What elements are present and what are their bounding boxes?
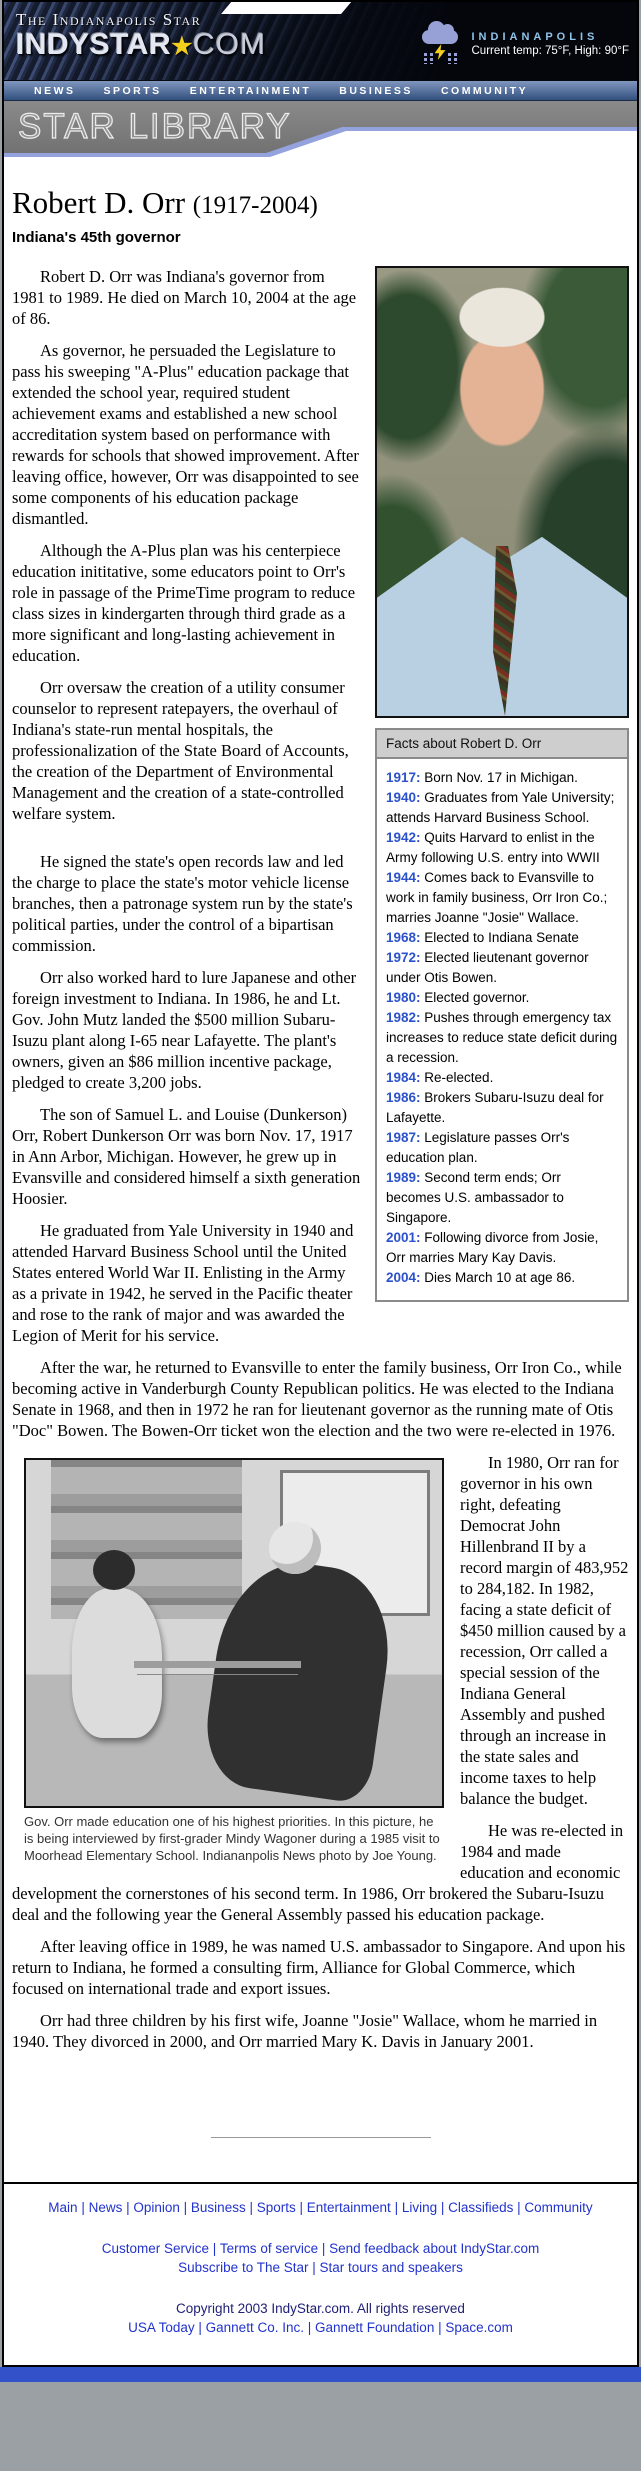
fact-year: 1986:: [386, 1090, 421, 1105]
link-separator: |: [194, 2320, 206, 2335]
photo-caption: Gov. Orr made education one of his highest priorities. In this picture, he is being interviewed by first-grader Mindy Wagoner during a 1985 visit to Moorhead Elementary School. Indiananpolis News photo by Joe Young.: [24, 1814, 440, 1863]
fact-row: 1987: Legislature passes Orr's education plan.: [386, 1130, 570, 1165]
weather-city: INDIANAPOLIS: [471, 31, 599, 43]
fact-year: 1968:: [386, 930, 421, 945]
fact-year: 1944:: [386, 870, 421, 885]
fact-row: 1980: Elected governor.: [386, 990, 530, 1005]
link-separator: |: [513, 2200, 525, 2215]
link-separator: |: [390, 2200, 402, 2215]
fact-year: 1989:: [386, 1170, 421, 1185]
photo-student-head: [93, 1550, 135, 1590]
bottom-blue-bar: [0, 2367, 641, 2382]
fact-row: 1984: Re-elected.: [386, 1070, 494, 1085]
star-library-banner: [4, 101, 637, 159]
classroom-photo: [24, 1458, 444, 1808]
footer-service-links-2: [10, 2260, 631, 2275]
article-title-name: Robert D. Orr: [12, 185, 186, 220]
fact-year: 2004:: [386, 1270, 421, 1285]
link-separator: |: [209, 2241, 220, 2256]
article-paragraph: Orr had three children by his first wife, Joanne "Josie" Wallace, whom he married in 1940. They divorced in 2000, and Orr married Mary K. Davis in January 2001.: [12, 2011, 598, 2051]
footer-link-gannett-co-inc-[interactable]: Gannett Co. Inc.: [205, 2320, 304, 2335]
link-separator: |: [245, 2200, 257, 2215]
fact-row: 1940: Graduates from Yale University; attends Harvard Business School.: [386, 790, 615, 825]
link-separator: |: [179, 2200, 191, 2215]
masthead-com-text: COM: [193, 28, 267, 61]
footer-service-links-1: [10, 2241, 631, 2256]
photo-table-shape: [134, 1661, 300, 1668]
footer-link-business[interactable]: Business: [190, 2200, 246, 2215]
nav-item-business[interactable]: BUSINESS: [339, 84, 413, 97]
footer-link-living[interactable]: Living: [401, 2200, 438, 2215]
fact-year: 1980:: [386, 990, 421, 1005]
article-title-years: (1917-2004): [192, 192, 318, 219]
thunderstorm-icon: [418, 24, 462, 64]
article-subtitle: Indiana's 45th governor: [12, 229, 181, 246]
page-title: [12, 185, 629, 221]
facts-box-title: Facts about Robert D. Orr: [377, 730, 627, 759]
fact-year: 1987:: [386, 1130, 421, 1145]
fact-year: 2001:: [386, 1230, 421, 1245]
footer-link-space-com[interactable]: Space.com: [445, 2320, 513, 2335]
fact-row: 1944: Comes back to Evansville to work in family business, Orr Iron Co.; marries Joanne "Josie" Wallace.: [386, 870, 608, 925]
footer-link-opinion[interactable]: Opinion: [133, 2200, 180, 2215]
facts-box-body: [377, 759, 627, 1300]
fact-row: 1968: Elected to Indiana Senate: [386, 930, 579, 945]
page-frame: [2, 0, 639, 2367]
classroom-photo-block: [24, 1458, 444, 1864]
link-separator: |: [434, 2320, 446, 2335]
fact-year: 1982:: [386, 1010, 421, 1025]
footer-link-subscribe-to-the-star[interactable]: Subscribe to The Star: [178, 2260, 309, 2275]
fact-row: 2004: Dies March 10 at age 86.: [386, 1270, 576, 1285]
fact-year: 1940:: [386, 790, 421, 805]
weather-conditions: Current temp: 75°F, High: 90°F: [471, 45, 629, 57]
nav-item-news[interactable]: NEWS: [34, 84, 76, 97]
article-paragraph: After the war, he returned to Evansville to enter the family business, Orr Iron Co., while becoming active in Vanderburgh County Republican politics. He was elected to the Indiana Senate in 1968, and then in 1972 he ran for lieutenant governor as the running mate of Otis "Doc" Bowen. The Bowen-Orr ticket won the election and the two were re-elected in 1976.: [12, 1358, 622, 1440]
copyright-notice: Copyright 2003 IndyStar.com. All rights reserved: [176, 2301, 465, 2316]
footer-link-customer-service[interactable]: Customer Service: [101, 2241, 210, 2256]
article-paragraph: He graduated from Yale University in 1940 and attended Harvard Business School until the United States entered World War II. Enlisting in the Army as a private in 1942, he served in the Pacific theater and rose to the rank of major and was awarded the Legion of Merit for his service.: [12, 1221, 354, 1345]
masthead-small-title: The Indianapolis Star: [16, 10, 202, 29]
site-footer: [4, 2182, 637, 2365]
weather-widget[interactable]: [418, 24, 630, 64]
footer-link-gannett-foundation[interactable]: Gannett Foundation: [314, 2320, 435, 2335]
footer-link-entertainment[interactable]: Entertainment: [306, 2200, 391, 2215]
footer-partner-links: [10, 2320, 631, 2335]
fact-row: 1982: Pushes through emergency tax increases to reduce state deficit during a recession.: [386, 1010, 618, 1065]
article-body: [4, 159, 637, 2063]
footer-link-main[interactable]: Main: [48, 2200, 78, 2215]
link-separator: |: [122, 2200, 134, 2215]
orr-portrait-photo: [375, 266, 629, 718]
star-icon: ★: [171, 33, 194, 60]
fact-row: 1917: Born Nov. 17 in Michigan.: [386, 770, 578, 785]
fact-row: 1942: Quits Harvard to enlist in the Army following U.S. entry into WWII: [386, 830, 600, 865]
fact-row: 2001: Following divorce from Josie, Orr marries Mary Kay Davis.: [386, 1230, 599, 1265]
footer-link-classifieds[interactable]: Classifieds: [448, 2200, 514, 2215]
facts-box: [375, 728, 629, 1302]
indystar-logo[interactable]: [16, 10, 266, 62]
footer-link-community[interactable]: Community: [524, 2200, 593, 2215]
link-separator: |: [318, 2241, 330, 2256]
fact-row: 1972: Elected lieutenant governor under Otis Bowen.: [386, 950, 589, 985]
footer-link-terms-of-service[interactable]: Terms of service: [219, 2241, 319, 2256]
article-paragraph: He was re-elected in 1984 and made education and economic development the cornerstones of his second term. In 1986, Orr brokered the Subaru-Isuzu deal and the following year the General Assembly passed his education package.: [12, 1821, 624, 1924]
link-separator: |: [77, 2200, 89, 2215]
article-paragraph: The son of Samuel L. and Louise (Dunkerson) Orr, Robert Dunkerson Orr was born Nov. 17, 1917 in Ann Arbor, Michigan. However, he grew up in Evansville and considered himself a sixth generation Hoosier.: [12, 1105, 361, 1208]
footer-link-usa-today[interactable]: USA Today: [128, 2320, 195, 2335]
article-paragraph: Robert D. Orr was Indiana's governor from 1981 to 1989. He died on March 10, 2004 at the age of 86.: [12, 267, 357, 328]
right-rail: [375, 266, 629, 1302]
end-of-article-divider: [211, 2137, 431, 2138]
link-separator: |: [437, 2200, 449, 2215]
main-nav-bar: [4, 80, 637, 101]
article-paragraph: Orr also worked hard to lure Japanese and other foreign investment to Indiana. In 1986, he and Lt. Gov. John Mutz landed the $500 million Subaru-Isuzu plant along I-65 near Lafayette. The plant's owners, given an $86 million incentive package, pledged to create 3,200 jobs.: [12, 968, 357, 1092]
link-separator: |: [303, 2320, 315, 2335]
photo-bookshelf-shape: [51, 1460, 242, 1619]
masthead-indystar-text: INDYSTAR: [16, 28, 172, 61]
article-paragraph: Orr oversaw the creation of a utility consumer counselor to represent ratepayers, the overhaul of Indiana's state-run mental hospitals, the professionalization of the State Board of Accounts, the creation of the Department of Environmental Management and the creation of a state-controlled welfare system.: [12, 678, 349, 823]
site-masthead: [4, 2, 637, 80]
footer-link-news[interactable]: News: [88, 2200, 123, 2215]
nav-item-entertainment[interactable]: ENTERTAINMENT: [189, 84, 312, 97]
link-separator: |: [295, 2200, 307, 2215]
article-paragraph: In 1980, Orr ran for governor in his own right, defeating Democrat John Hillenbrand II by a record margin of 483,952 to 284,182. In 1982, facing a state deficit of $450 million caused by a recession, Orr called a special session of the Indiana General Assembly and pushed through an increase in the state sales and income taxes to help balance the budget.: [460, 1453, 629, 1808]
link-separator: |: [308, 2260, 320, 2275]
article-paragraph: Although the A-Plus plan was his centerpiece education inititative, some educators point to Orr's role in passage of the PrimeTime program to reduce class sizes in kindergarten through third grade as a more significant and long-lasting achievement in education.: [12, 541, 356, 665]
section-title: STAR LIBRARY: [18, 107, 292, 146]
nav-item-sports[interactable]: SPORTS: [103, 84, 162, 97]
fact-year: 1984:: [386, 1070, 421, 1085]
article-paragraph: He signed the state's open records law and led the charge to place the state's motor vehicle license branches, then a patronage system run by the state's political parties, under the control of a bipartisan commission.: [12, 852, 353, 955]
footer-link-star-tours-and-speakers[interactable]: Star tours and speakers: [319, 2260, 463, 2275]
fact-row: 1986: Brokers Subaru-Isuzu deal for Lafayette.: [386, 1090, 604, 1125]
footer-link-send-feedback-about-indystar-com[interactable]: Send feedback about IndyStar.com: [329, 2241, 540, 2256]
fact-year: 1917:: [386, 770, 421, 785]
article-paragraph: As governor, he persuaded the Legislature to pass his sweeping "A-Plus" education package that extended the school year, required student achievement exams and established a new school accreditation system based on performance with rewards for schools that showed improvement. After leaving office, however, Orr was disappointed to see some components of his education package dismantled.: [12, 341, 359, 528]
footer-link-sports[interactable]: Sports: [256, 2200, 296, 2215]
footer-nav-links: [10, 2200, 631, 2215]
fact-year: 1972:: [386, 950, 421, 965]
fact-year: 1942:: [386, 830, 421, 845]
masthead-large-title: [16, 30, 266, 62]
fact-row: 1989: Second term ends; Orr becomes U.S. ambassador to Singapore.: [386, 1170, 564, 1225]
article-paragraph: After leaving office in 1989, he was named U.S. ambassador to Singapore. And upon his return to Indiana, he formed a consulting firm, Alliance for Global Commerce, which focused on international trade and export issues.: [12, 1937, 626, 1998]
nav-item-community[interactable]: COMMUNITY: [440, 84, 529, 97]
